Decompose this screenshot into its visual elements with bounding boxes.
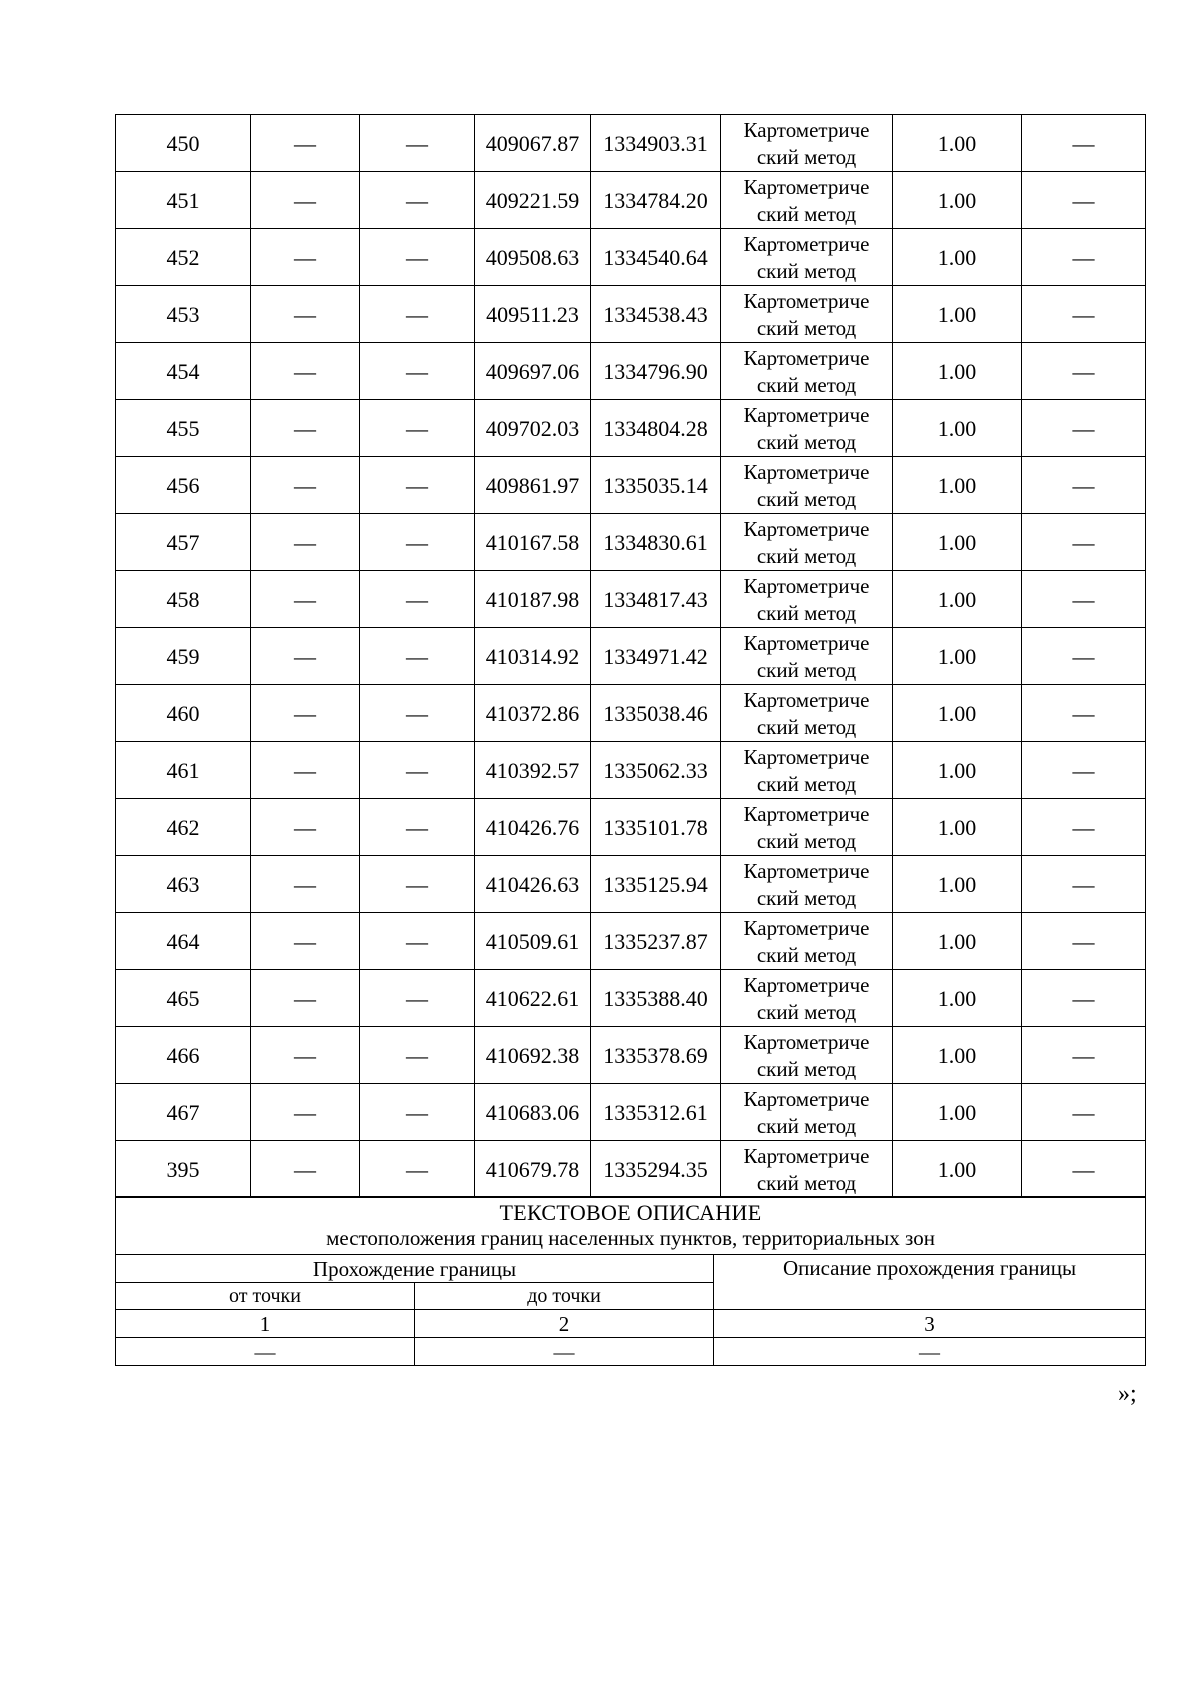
method-cell: [721, 286, 893, 343]
table-row: [116, 172, 1146, 229]
coordinates-table: [115, 114, 1146, 1198]
method-cell: [721, 115, 893, 172]
x-coordinate-cell: 410622.61: [475, 970, 591, 1027]
description-subtitle: местоположения границ населенных пунктов, территориальных зон: [326, 1226, 935, 1250]
method-line-2: ский метод: [756, 1000, 857, 1024]
empty-value-cell: —: [251, 571, 360, 628]
empty-value-cell: —: [1022, 115, 1146, 172]
accuracy-cell: 1.00: [893, 571, 1022, 628]
empty-value-cell: —: [360, 742, 475, 799]
empty-value-cell: —: [251, 229, 360, 286]
empty-value-cell: —: [360, 856, 475, 913]
table-row: [116, 856, 1146, 913]
empty-value-cell: —: [251, 400, 360, 457]
accuracy-cell: 1.00: [893, 685, 1022, 742]
accuracy-cell: 1.00: [893, 172, 1022, 229]
x-coordinate-cell: 409067.87: [475, 115, 591, 172]
boundary-header: Прохождение границы: [116, 1255, 714, 1283]
method-line-1: Картометриче: [743, 289, 870, 313]
accuracy-cell: 1.00: [893, 913, 1022, 970]
method-line-2: ский метод: [756, 145, 857, 169]
empty-value-cell: —: [1022, 1141, 1146, 1198]
description-header-row: [116, 1255, 1146, 1283]
method-line-1: Картометриче: [743, 859, 870, 883]
point-number-cell: 467: [116, 1084, 251, 1141]
empty-value-cell: —: [360, 457, 475, 514]
column-number-2: 2: [415, 1310, 714, 1338]
empty-value-cell: —: [251, 685, 360, 742]
coordinates-table-body: [116, 115, 1146, 1198]
method-line-1: Картометриче: [743, 1030, 870, 1054]
empty-value-cell: —: [1022, 514, 1146, 571]
x-coordinate-cell: 409861.97: [475, 457, 591, 514]
empty-value-cell: —: [360, 1084, 475, 1141]
method-line-1: Картометриче: [743, 973, 870, 997]
x-coordinate-cell: 409702.03: [475, 400, 591, 457]
empty-value-cell: —: [360, 913, 475, 970]
accuracy-cell: 1.00: [893, 400, 1022, 457]
method-cell: [721, 457, 893, 514]
accuracy-cell: 1.00: [893, 343, 1022, 400]
point-number-cell: 466: [116, 1027, 251, 1084]
empty-value-cell: —: [251, 286, 360, 343]
point-number-cell: 451: [116, 172, 251, 229]
x-coordinate-cell: 410167.58: [475, 514, 591, 571]
point-number-cell: 395: [116, 1141, 251, 1198]
empty-value-cell: —: [360, 115, 475, 172]
method-cell: [721, 571, 893, 628]
method-line-2: ский метод: [756, 544, 857, 568]
y-coordinate-cell: 1334817.43: [591, 571, 721, 628]
x-coordinate-cell: 409508.63: [475, 229, 591, 286]
method-line-2: ский метод: [756, 487, 857, 511]
table-row: [116, 229, 1146, 286]
empty-value-cell: —: [360, 229, 475, 286]
accuracy-cell: 1.00: [893, 628, 1022, 685]
method-line-2: ский метод: [756, 772, 857, 796]
method-cell: [721, 1084, 893, 1141]
table-row: [116, 970, 1146, 1027]
method-line-1: Картометриче: [743, 175, 870, 199]
empty-value-cell: —: [251, 343, 360, 400]
x-coordinate-cell: 410187.98: [475, 571, 591, 628]
method-line-1: Картометриче: [743, 574, 870, 598]
x-coordinate-cell: 410426.63: [475, 856, 591, 913]
method-line-1: Картометриче: [743, 517, 870, 541]
method-cell: [721, 799, 893, 856]
to-point-header: до точки: [415, 1283, 714, 1310]
empty-value-cell: —: [1022, 685, 1146, 742]
y-coordinate-cell: 1335101.78: [591, 799, 721, 856]
method-cell: [721, 229, 893, 286]
table-row: [116, 628, 1146, 685]
closing-quote-mark: »;: [1118, 1381, 1137, 1407]
empty-value-cell: —: [251, 172, 360, 229]
accuracy-cell: 1.00: [893, 856, 1022, 913]
empty-value-cell: —: [360, 970, 475, 1027]
accuracy-cell: 1.00: [893, 514, 1022, 571]
method-line-1: Картометриче: [743, 403, 870, 427]
empty-value-cell: —: [360, 628, 475, 685]
from-point-header: от точки: [116, 1283, 415, 1310]
empty-value-cell: —: [1022, 799, 1146, 856]
y-coordinate-cell: 1335062.33: [591, 742, 721, 799]
table-row: [116, 571, 1146, 628]
method-line-2: ский метод: [756, 829, 857, 853]
method-line-2: ский метод: [756, 1171, 857, 1195]
empty-value-cell: —: [360, 1141, 475, 1198]
method-line-1: Картометриче: [743, 688, 870, 712]
method-line-1: Картометриче: [743, 1144, 870, 1168]
point-number-cell: 461: [116, 742, 251, 799]
empty-value-cell: —: [1022, 400, 1146, 457]
empty-value-cell: —: [360, 172, 475, 229]
method-line-2: ский метод: [756, 202, 857, 226]
y-coordinate-cell: 1334796.90: [591, 343, 721, 400]
empty-value-cell: —: [251, 742, 360, 799]
y-coordinate-cell: 1334971.42: [591, 628, 721, 685]
point-number-cell: 462: [116, 799, 251, 856]
table-row: [116, 1027, 1146, 1084]
table-row: [116, 742, 1146, 799]
x-coordinate-cell: 409511.23: [475, 286, 591, 343]
from-point-value: —: [116, 1338, 415, 1366]
description-header: Описание прохождения границы: [714, 1255, 1146, 1310]
method-cell: [721, 913, 893, 970]
y-coordinate-cell: 1335035.14: [591, 457, 721, 514]
empty-value-cell: —: [1022, 343, 1146, 400]
x-coordinate-cell: 410509.61: [475, 913, 591, 970]
table-row: [116, 913, 1146, 970]
empty-value-cell: —: [1022, 457, 1146, 514]
x-coordinate-cell: 410392.57: [475, 742, 591, 799]
method-line-2: ский метод: [756, 373, 857, 397]
table-row: [116, 115, 1146, 172]
table-row: [116, 1084, 1146, 1141]
empty-value-cell: —: [251, 457, 360, 514]
accuracy-cell: 1.00: [893, 229, 1022, 286]
point-number-cell: 453: [116, 286, 251, 343]
y-coordinate-cell: 1335125.94: [591, 856, 721, 913]
table-row: [116, 1141, 1146, 1198]
table-row: [116, 400, 1146, 457]
method-line-1: Картометриче: [743, 745, 870, 769]
empty-value-cell: —: [251, 1141, 360, 1198]
y-coordinate-cell: 1334830.61: [591, 514, 721, 571]
point-number-cell: 465: [116, 970, 251, 1027]
column-number-3: 3: [714, 1310, 1146, 1338]
method-cell: [721, 172, 893, 229]
x-coordinate-cell: 410679.78: [475, 1141, 591, 1198]
empty-value-cell: —: [360, 799, 475, 856]
method-line-2: ский метод: [756, 943, 857, 967]
x-coordinate-cell: 410372.86: [475, 685, 591, 742]
accuracy-cell: 1.00: [893, 115, 1022, 172]
table-row: [116, 286, 1146, 343]
empty-value-cell: —: [1022, 628, 1146, 685]
x-coordinate-cell: 409221.59: [475, 172, 591, 229]
x-coordinate-cell: 409697.06: [475, 343, 591, 400]
method-line-2: ский метод: [756, 1114, 857, 1138]
method-cell: [721, 1141, 893, 1198]
y-coordinate-cell: 1335237.87: [591, 913, 721, 970]
method-line-2: ский метод: [756, 658, 857, 682]
method-line-2: ский метод: [756, 430, 857, 454]
method-cell: [721, 742, 893, 799]
method-cell: [721, 400, 893, 457]
method-line-1: Картометриче: [743, 346, 870, 370]
empty-value-cell: —: [360, 1027, 475, 1084]
table-row: [116, 514, 1146, 571]
accuracy-cell: 1.00: [893, 742, 1022, 799]
y-coordinate-cell: 1334903.31: [591, 115, 721, 172]
method-line-2: ский метод: [756, 715, 857, 739]
method-cell: [721, 685, 893, 742]
empty-value-cell: —: [251, 628, 360, 685]
y-coordinate-cell: 1335378.69: [591, 1027, 721, 1084]
y-coordinate-cell: 1335388.40: [591, 970, 721, 1027]
method-cell: [721, 970, 893, 1027]
method-cell: [721, 514, 893, 571]
accuracy-cell: 1.00: [893, 970, 1022, 1027]
method-line-1: Картометриче: [743, 1087, 870, 1111]
empty-value-cell: —: [251, 799, 360, 856]
accuracy-cell: 1.00: [893, 457, 1022, 514]
description-value: —: [714, 1338, 1146, 1366]
description-title: ТЕКСТОВОЕ ОПИСАНИЕ: [499, 1200, 762, 1225]
empty-value-cell: —: [1022, 970, 1146, 1027]
empty-value-cell: —: [251, 1084, 360, 1141]
empty-value-cell: —: [1022, 172, 1146, 229]
empty-value-cell: —: [360, 571, 475, 628]
method-line-2: ский метод: [756, 1057, 857, 1081]
point-number-cell: 452: [116, 229, 251, 286]
method-cell: [721, 343, 893, 400]
x-coordinate-cell: 410426.76: [475, 799, 591, 856]
point-number-cell: 460: [116, 685, 251, 742]
y-coordinate-cell: 1335038.46: [591, 685, 721, 742]
empty-value-cell: —: [360, 400, 475, 457]
accuracy-cell: 1.00: [893, 1141, 1022, 1198]
empty-value-cell: —: [360, 514, 475, 571]
empty-value-cell: —: [1022, 1027, 1146, 1084]
accuracy-cell: 1.00: [893, 286, 1022, 343]
method-line-2: ский метод: [756, 886, 857, 910]
empty-value-cell: —: [251, 115, 360, 172]
empty-value-cell: —: [1022, 742, 1146, 799]
table-row: [116, 457, 1146, 514]
column-numbers-row: [116, 1310, 1146, 1338]
point-number-cell: 464: [116, 913, 251, 970]
method-cell: [721, 1027, 893, 1084]
point-number-cell: 450: [116, 115, 251, 172]
point-number-cell: 459: [116, 628, 251, 685]
empty-value-cell: —: [1022, 1084, 1146, 1141]
description-title-row: [116, 1197, 1146, 1255]
y-coordinate-cell: 1334804.28: [591, 400, 721, 457]
y-coordinate-cell: 1334540.64: [591, 229, 721, 286]
point-number-cell: 458: [116, 571, 251, 628]
method-line-1: Картометриче: [743, 802, 870, 826]
table-row: [116, 799, 1146, 856]
accuracy-cell: 1.00: [893, 1027, 1022, 1084]
method-line-1: Картометриче: [743, 460, 870, 484]
point-number-cell: 454: [116, 343, 251, 400]
empty-value-cell: —: [251, 913, 360, 970]
empty-value-cell: —: [360, 685, 475, 742]
y-coordinate-cell: 1335294.35: [591, 1141, 721, 1198]
empty-value-cell: —: [360, 286, 475, 343]
y-coordinate-cell: 1335312.61: [591, 1084, 721, 1141]
empty-value-cell: —: [360, 343, 475, 400]
description-data-row: [116, 1338, 1146, 1366]
method-line-2: ский метод: [756, 601, 857, 625]
to-point-value: —: [415, 1338, 714, 1366]
empty-value-cell: —: [1022, 286, 1146, 343]
x-coordinate-cell: 410314.92: [475, 628, 591, 685]
empty-value-cell: —: [1022, 571, 1146, 628]
empty-value-cell: —: [251, 1027, 360, 1084]
accuracy-cell: 1.00: [893, 799, 1022, 856]
y-coordinate-cell: 1334538.43: [591, 286, 721, 343]
x-coordinate-cell: 410692.38: [475, 1027, 591, 1084]
empty-value-cell: —: [251, 970, 360, 1027]
point-number-cell: 463: [116, 856, 251, 913]
point-number-cell: 457: [116, 514, 251, 571]
accuracy-cell: 1.00: [893, 1084, 1022, 1141]
empty-value-cell: —: [1022, 856, 1146, 913]
x-coordinate-cell: 410683.06: [475, 1084, 591, 1141]
method-line-1: Картометриче: [743, 232, 870, 256]
empty-value-cell: —: [1022, 913, 1146, 970]
empty-value-cell: —: [251, 514, 360, 571]
point-number-cell: 456: [116, 457, 251, 514]
method-line-2: ский метод: [756, 259, 857, 283]
empty-value-cell: —: [251, 856, 360, 913]
table-row: [116, 343, 1146, 400]
method-line-2: ский метод: [756, 316, 857, 340]
method-cell: [721, 628, 893, 685]
method-cell: [721, 856, 893, 913]
method-line-1: Картометриче: [743, 916, 870, 940]
text-description-table: [115, 1196, 1146, 1366]
table-row: [116, 685, 1146, 742]
method-line-1: Картометриче: [743, 118, 870, 142]
y-coordinate-cell: 1334784.20: [591, 172, 721, 229]
point-number-cell: 455: [116, 400, 251, 457]
empty-value-cell: —: [1022, 229, 1146, 286]
method-line-1: Картометриче: [743, 631, 870, 655]
column-number-1: 1: [116, 1310, 415, 1338]
description-title-cell: [116, 1197, 1146, 1255]
